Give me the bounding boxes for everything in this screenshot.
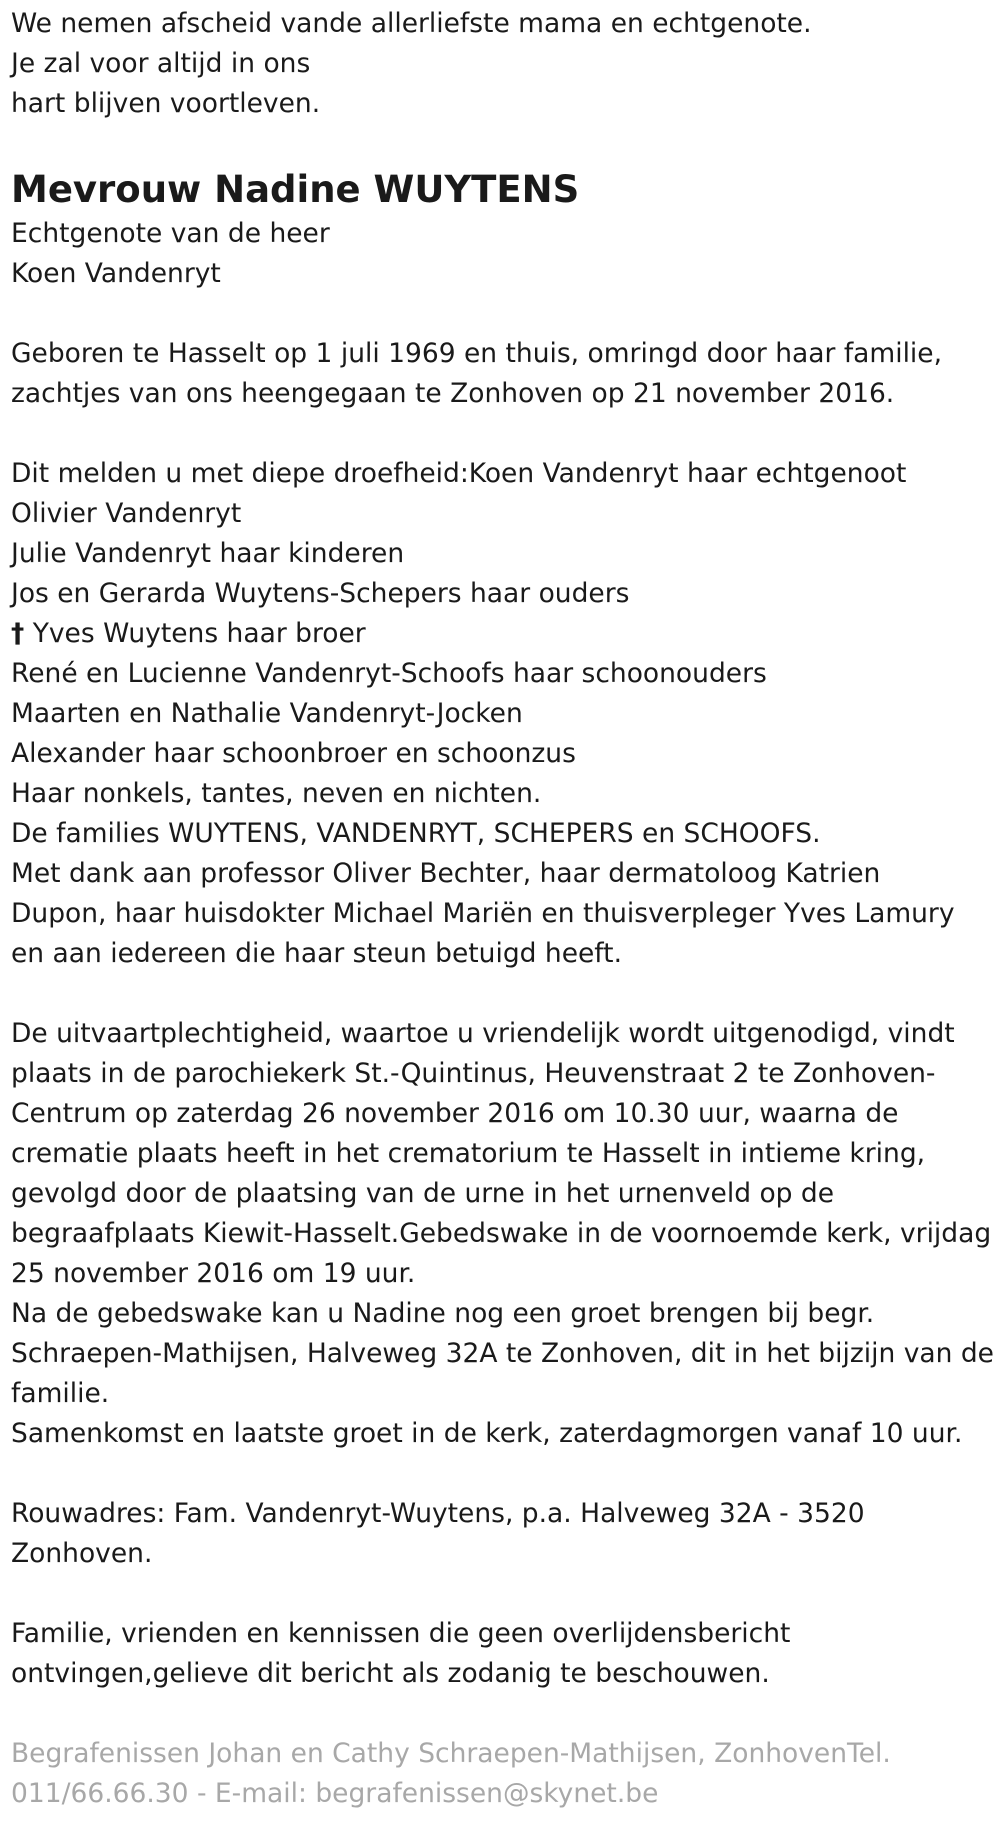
mourners-list <box>11 454 990 974</box>
thanks-line: Met dank aan professor Oliver Bechter, haar dermatoloog Katrien <box>11 858 881 889</box>
notice-line: ontvingen,gelieve dit bericht als zodanig te beschouwen. <box>11 1658 770 1689</box>
spacer <box>11 1574 990 1614</box>
deceased-name: Mevrouw Nadine WUYTENS <box>11 168 580 211</box>
birth-death-line: zachtjes van ons heengegaan te Zonhoven op 21 november 2016. <box>11 378 895 409</box>
funeral-home-footer <box>11 1734 990 1814</box>
spouse-line: Koen Vandenryt <box>11 258 221 289</box>
ceremony-info <box>11 1014 994 1454</box>
birth-death-info <box>11 334 990 414</box>
thanks-line: en aan iedereen die haar steun betuigd heeft. <box>11 938 622 969</box>
mourner-line: Alexander haar schoonbroer en schoonzus <box>11 738 576 769</box>
footer-line: 011/66.66.30 - E-mail: begrafenissen@skynet.be <box>11 1778 659 1809</box>
intro-line: hart blijven voortleven. <box>11 88 321 119</box>
spacer <box>11 1454 990 1494</box>
mourner-line: Haar nonkels, tantes, neven en nichten. <box>11 778 542 809</box>
spacer <box>11 1694 990 1734</box>
mourner-line: Olivier Vandenryt <box>11 498 242 529</box>
ceremony-line: begraafplaats Kiewit-Hasselt.Gebedswake in de voornoemde kerk, vrijdag <box>11 1218 992 1249</box>
address-line: Rouwadres: Fam. Vandenryt-Wuytens, p.a. Halveweg 32A - 3520 <box>11 1498 865 1529</box>
mourner-line: Julie Vandenryt haar kinderen <box>11 538 405 569</box>
address-line: Zonhoven. <box>11 1538 153 1569</box>
notice-line: Familie, vrienden en kennissen die geen overlijdensbericht <box>11 1618 791 1649</box>
mourner-line-deceased-brother <box>11 614 990 654</box>
ceremony-line: Na de gebedswake kan u Nadine nog een groet brengen bij begr. <box>11 1298 875 1329</box>
ceremony-line: crematie plaats heeft in het crematorium te Hasselt in intieme kring, <box>11 1138 926 1169</box>
mourner-line: René en Lucienne Vandenryt-Schoofs haar schoonouders <box>11 658 767 689</box>
intro-text <box>11 0 990 124</box>
spouse-line: Echtgenote van de heer <box>11 218 330 249</box>
intro-line: We nemen afscheid vande allerliefste mama en echtgenote. <box>11 8 812 39</box>
mourner-text: Yves Wuytens haar broer <box>32 618 366 649</box>
ceremony-line: De uitvaartplechtigheid, waartoe u vriendelijk wordt uitgenodigd, vindt <box>11 1018 955 1049</box>
spacer <box>11 294 990 334</box>
thanks-line: Dupon, haar huisdokter Michael Mariën en thuisverpleger Yves Lamury <box>11 898 955 929</box>
notice-text <box>11 1614 990 1694</box>
spouse-info <box>11 214 990 294</box>
birth-death-line: Geboren te Hasselt op 1 juli 1969 en thuis, omringd door haar familie, <box>11 338 943 369</box>
mourner-line: Jos en Gerarda Wuytens-Schepers haar ouders <box>11 578 630 609</box>
cross-icon: † <box>11 618 25 649</box>
ceremony-line: 25 november 2016 om 19 uur. <box>11 1258 416 1289</box>
ceremony-line: Centrum op zaterdag 26 november 2016 om 10.30 uur, waarna de <box>11 1098 899 1129</box>
ceremony-line: Schraepen-Mathijsen, Halveweg 32A te Zonhoven, dit in het bijzijn van de <box>11 1338 994 1369</box>
intro-line: Je zal voor altijd in ons <box>11 48 311 79</box>
ceremony-line: gevolgd door de plaatsing van de urne in het urnenveld op de <box>11 1178 835 1209</box>
mourning-address <box>11 1494 990 1574</box>
spacer <box>11 974 990 1014</box>
mourner-line: Maarten en Nathalie Vandenryt-Jocken <box>11 698 523 729</box>
spacer <box>11 414 990 454</box>
footer-line: Begrafenissen Johan en Cathy Schraepen-Mathijsen, ZonhovenTel. <box>11 1738 891 1769</box>
mourner-line: Dit melden u met diepe droefheid:Koen Vandenryt haar echtgenoot <box>11 458 907 489</box>
ceremony-line: Samenkomst en laatste groet in de kerk, zaterdagmorgen vanaf 10 uur. <box>11 1418 963 1449</box>
ceremony-line: plaats in de parochiekerk St.-Quintinus, Heuvenstraat 2 te Zonhoven- <box>11 1058 936 1089</box>
mourner-line: De families WUYTENS, VANDENRYT, SCHEPERS en SCHOOFS. <box>11 818 821 849</box>
ceremony-line: familie. <box>11 1378 110 1409</box>
